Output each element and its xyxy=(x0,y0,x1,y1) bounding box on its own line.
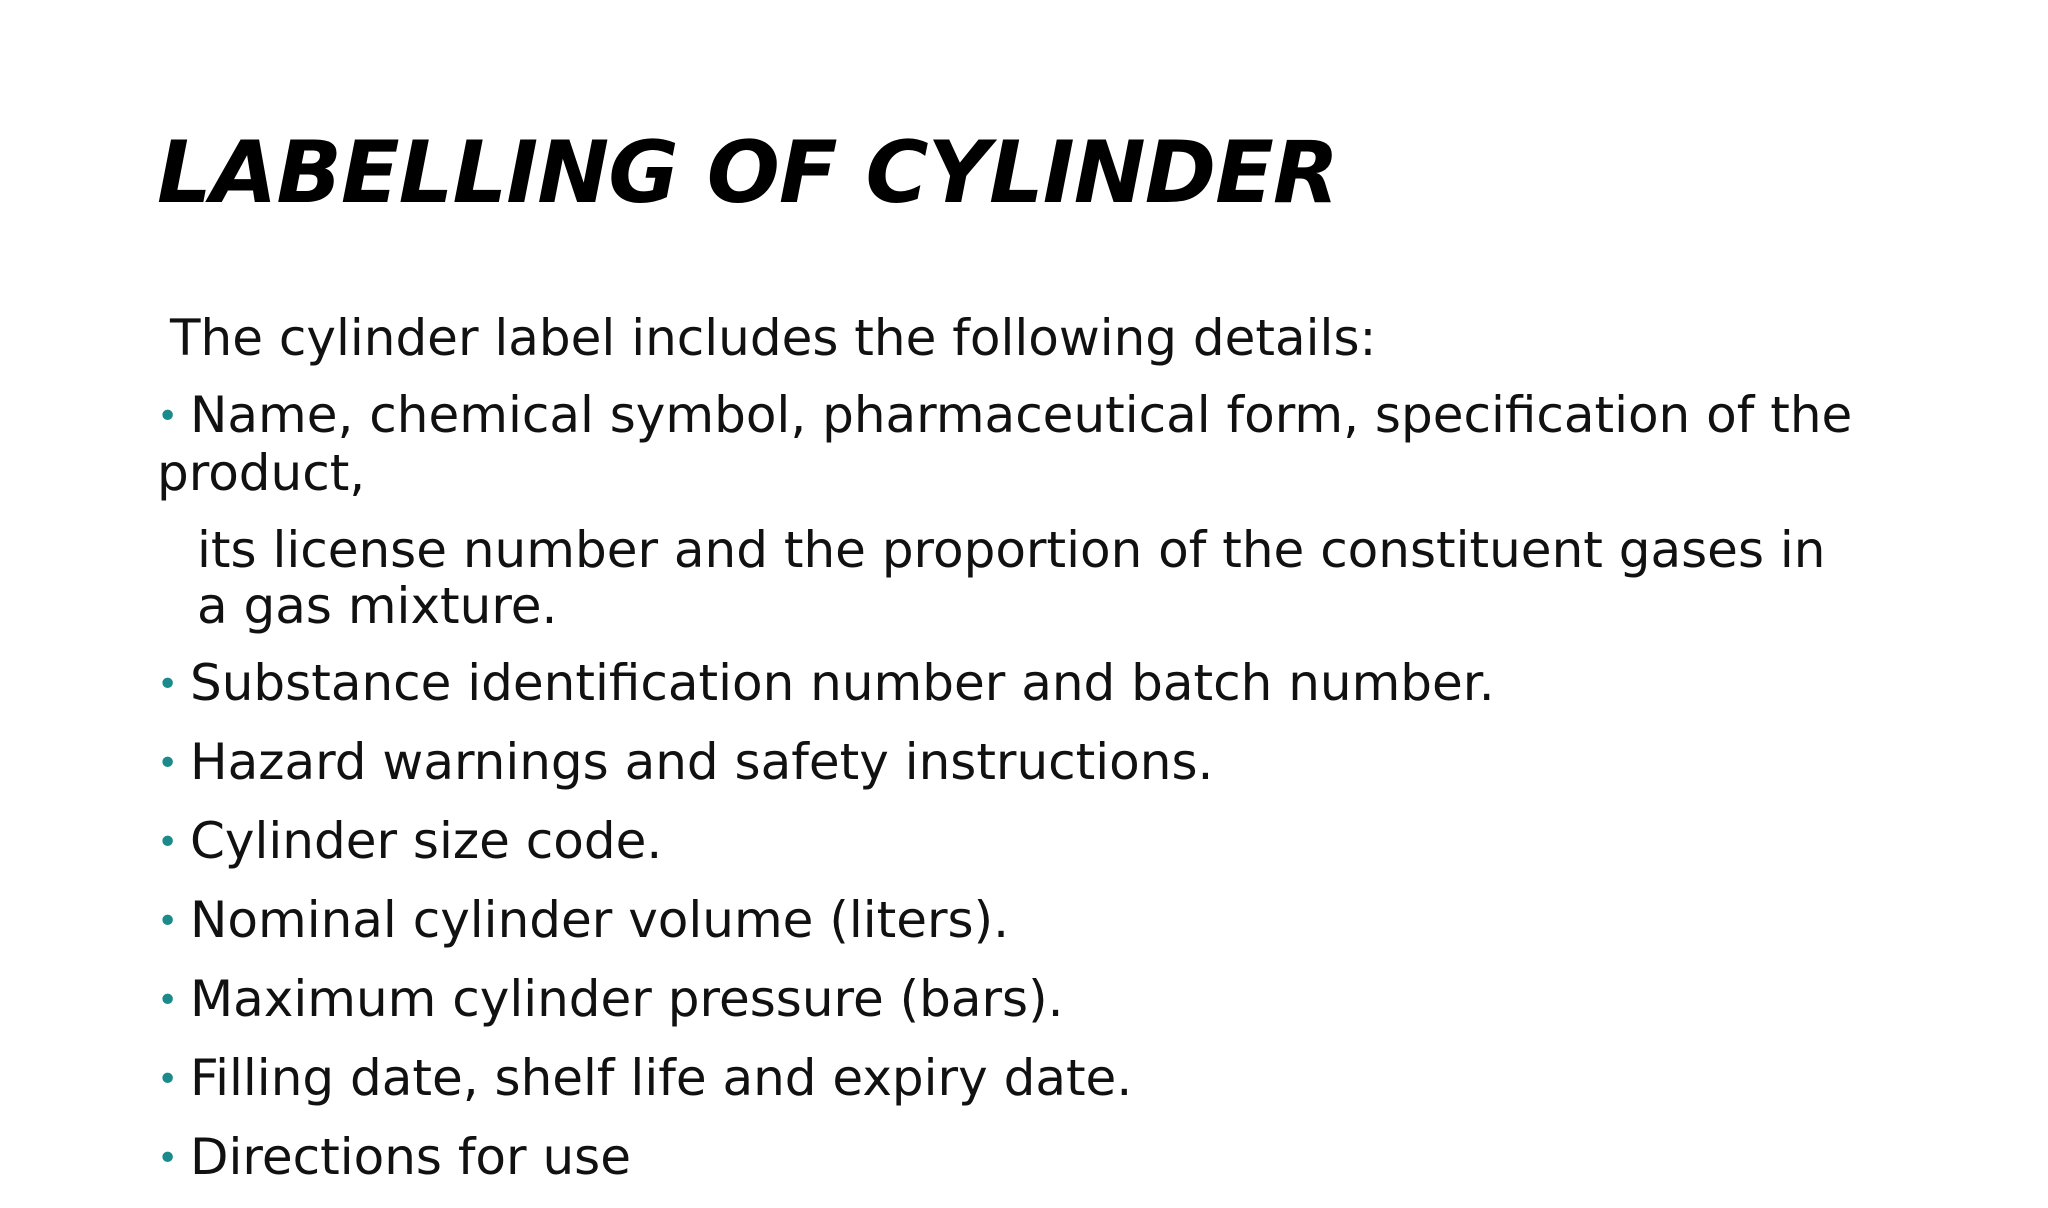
list-item xyxy=(157,734,1857,792)
bullet-icon: • xyxy=(157,822,179,863)
bullet-icon: • xyxy=(157,1138,179,1179)
list-item xyxy=(157,813,1857,871)
slide-title: LABELLING OF CYLINDER xyxy=(157,123,1339,223)
list-item-text: Directions for use xyxy=(190,1128,631,1186)
intro-text: The cylinder label includes the following details: xyxy=(170,309,1377,367)
list-item xyxy=(157,892,1857,950)
list-item-text: Filling date, shelf life and expiry date. xyxy=(190,1049,1133,1107)
list-item xyxy=(157,1129,1857,1187)
list-item xyxy=(157,655,1857,713)
list-item xyxy=(157,1050,1857,1108)
list-item-continuation: its license number and the proportion of the constituent gases in a gas mixture. xyxy=(197,521,1826,635)
list-item-text: Name, chemical symbol, pharmaceutical form, specification of the product, xyxy=(157,386,1853,502)
bullet-icon: • xyxy=(157,396,179,437)
list-item-text: Maximum cylinder pressure (bars). xyxy=(190,970,1064,1028)
list-item xyxy=(157,387,1857,501)
bullet-icon: • xyxy=(157,664,179,705)
slide-body xyxy=(157,310,1857,1208)
bullet-icon: • xyxy=(157,1059,179,1100)
list-item-text: Substance identification number and batch number. xyxy=(190,654,1495,712)
list-item-text: Nominal cylinder volume (liters). xyxy=(190,891,1009,949)
list-item-text: Hazard warnings and safety instructions. xyxy=(190,733,1214,791)
bullet-icon: • xyxy=(157,743,179,784)
list-item-text: Cylinder size code. xyxy=(190,812,663,870)
list-item xyxy=(157,971,1857,1029)
bullet-icon: • xyxy=(157,901,179,942)
bullet-icon: • xyxy=(157,980,179,1021)
